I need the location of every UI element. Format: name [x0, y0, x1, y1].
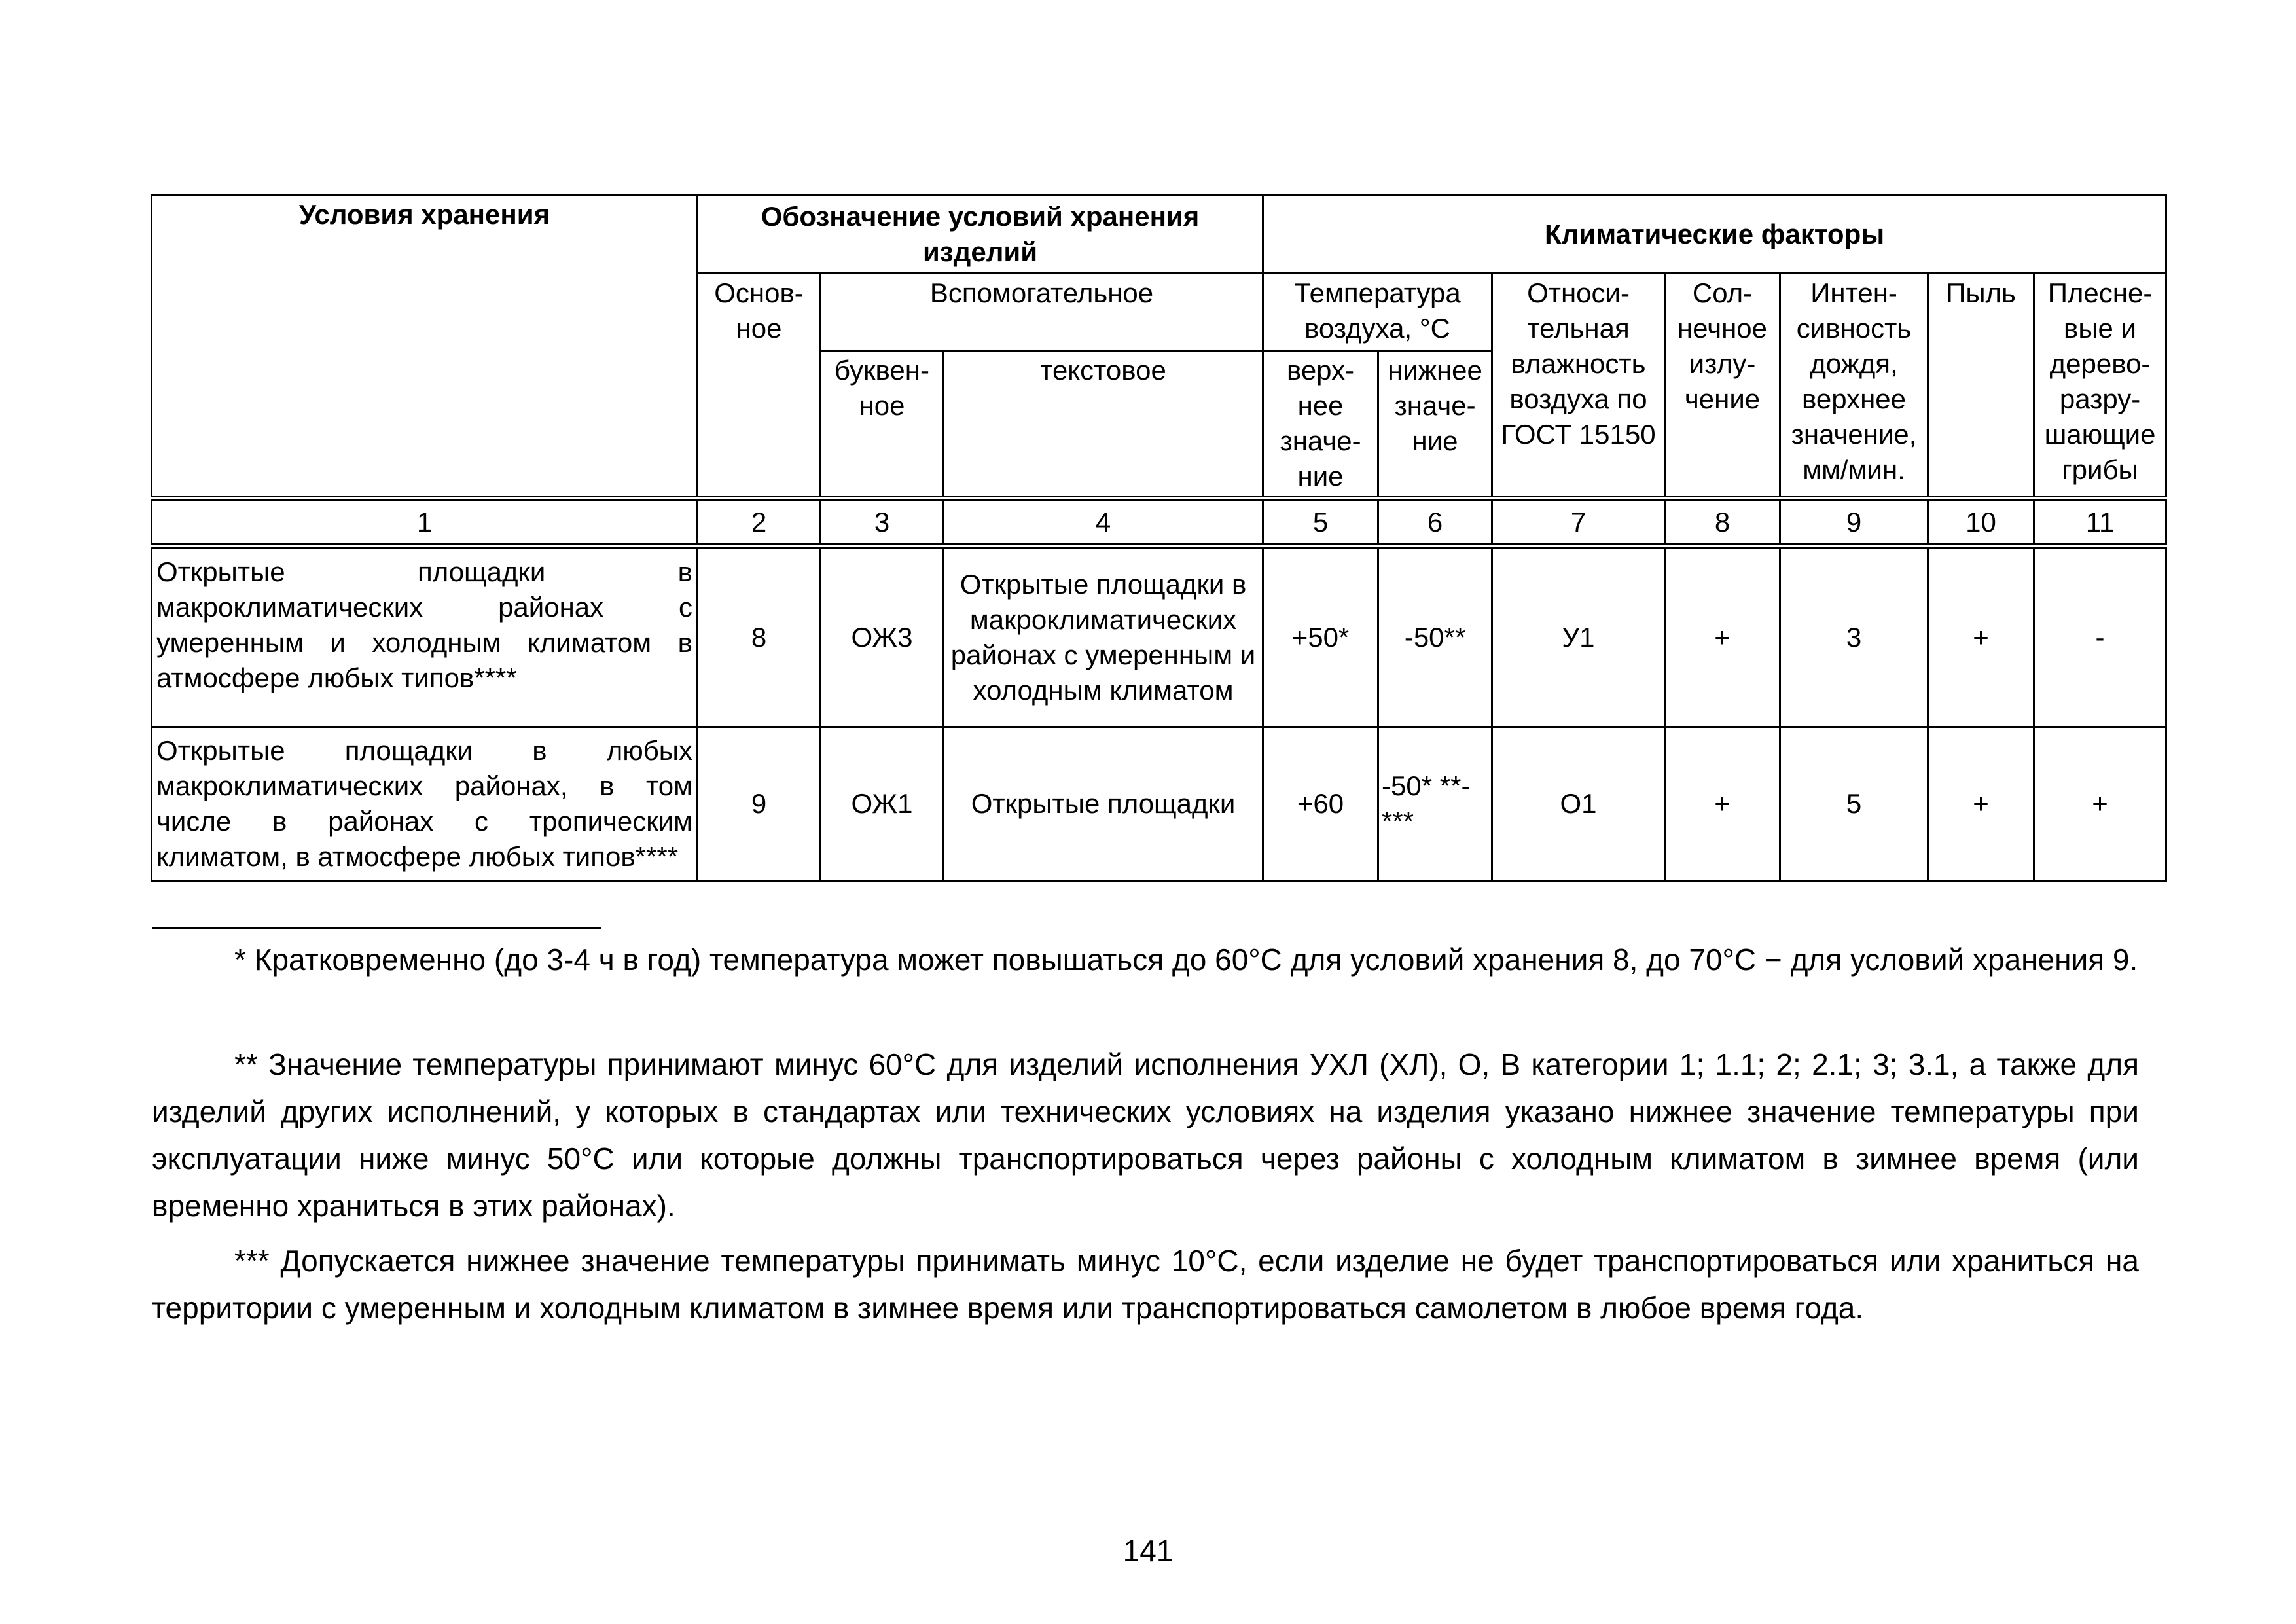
header-text: текстовое — [944, 351, 1263, 499]
table-row — [152, 727, 2166, 881]
cell-upper: +50* — [1263, 547, 1378, 727]
header-main: Основ-ное — [698, 274, 821, 499]
header-humidity: Относи-тельная влажность воздуха по ГОСТ 15150 — [1492, 274, 1665, 499]
cell-conditions: Открытые площадки в макроклиматических районах с умеренным и холодным климатом в атмосфере любых типов**** — [152, 547, 698, 727]
cell-main: 9 — [698, 727, 821, 881]
cell-mold: + — [2034, 727, 2166, 881]
column-number: 3 — [821, 499, 944, 547]
cell-letter: ОЖ3 — [821, 547, 944, 727]
column-number: 2 — [698, 499, 821, 547]
cell-text: Открытые площадки — [944, 727, 1263, 881]
cell-lower: -50** — [1378, 547, 1492, 727]
header-storage-conditions: Условия хранения — [152, 195, 698, 499]
cell-dust: + — [1928, 547, 2034, 727]
storage-conditions-table — [151, 194, 2167, 882]
column-number: 5 — [1263, 499, 1378, 547]
cell-humidity: У1 — [1492, 547, 1665, 727]
header-auxiliary: Вспомогательное — [821, 274, 1263, 351]
header-letter: буквен-ное — [821, 351, 944, 499]
cell-rain: 5 — [1780, 727, 1928, 881]
column-number: 8 — [1665, 499, 1780, 547]
cell-solar: + — [1665, 727, 1780, 881]
cell-upper: +60 — [1263, 727, 1378, 881]
header-dust: Пыль — [1928, 274, 2034, 499]
header-rain-intensity: Интен-сивность дождя, верхнее значение, мм/мин. — [1780, 274, 1928, 499]
cell-mold: - — [2034, 547, 2166, 727]
column-number: 9 — [1780, 499, 1928, 547]
cell-lower: -50* **-*** — [1378, 727, 1492, 881]
column-number: 4 — [944, 499, 1263, 547]
footnote-2: ** Значение температуры принимают минус 60°С для изделий исполнения УХЛ (ХЛ), О, В категории 1; 1.1; 2; 2.1; 3; 3.1, а также для изделий других исполнений, у которых в стандартах или технических условиях на изделия указано нижнее значение температуры при эксплуатации ниже минус 50°С или которые должны транспортироваться через районы с холодным климатом в зимнее время (или временно храниться в этих районах). — [152, 1047, 2139, 1223]
cell-letter: ОЖ1 — [821, 727, 944, 881]
header-designation: Обозначение условий хранения изделий — [698, 195, 1263, 274]
header-mold-fungi: Плесне-вые и дерево-разру-шающие грибы — [2034, 274, 2166, 499]
column-number: 7 — [1492, 499, 1665, 547]
header-air-temperature: Температура воздуха, °С — [1263, 274, 1492, 351]
footnote-separator — [152, 927, 601, 929]
column-number: 6 — [1378, 499, 1492, 547]
page-number: 141 — [1122, 1534, 1174, 1568]
cell-solar: + — [1665, 547, 1780, 727]
footnote-1: * Кратковременно (до 3-4 ч в год) температура может повышаться до 60°С для условий хранения 8, до 70°С − для условий хранения 9. — [234, 943, 2138, 977]
column-number: 1 — [152, 499, 698, 547]
table-row — [152, 547, 2166, 727]
header-lower-temp: нижнее значе-ние — [1378, 351, 1492, 499]
column-number: 11 — [2034, 499, 2166, 547]
cell-humidity: О1 — [1492, 727, 1665, 881]
footnote-3: *** Допускается нижнее значение температуры принимать минус 10°С, если изделие не будет транспортироваться или храниться на территории с умеренным и холодным климатом в зимнее время или транспортироваться самолетом в любое время года. — [152, 1244, 2139, 1325]
cell-text: Открытые площадки в макроклиматических районах с умеренным и холодным климатом — [944, 547, 1263, 727]
header-upper-temp: верх-нее значе-ние — [1263, 351, 1378, 499]
cell-rain: 3 — [1780, 547, 1928, 727]
cell-conditions: Открытые площадки в любых макроклиматических районах, в том числе в районах с тропическим климатом, в атмосфере любых типов**** — [152, 727, 698, 881]
header-solar-radiation: Сол-нечное излу-чение — [1665, 274, 1780, 499]
cell-dust: + — [1928, 727, 2034, 881]
cell-main: 8 — [698, 547, 821, 727]
header-climatic-factors: Климатические факторы — [1263, 195, 2166, 274]
column-number: 10 — [1928, 499, 2034, 547]
